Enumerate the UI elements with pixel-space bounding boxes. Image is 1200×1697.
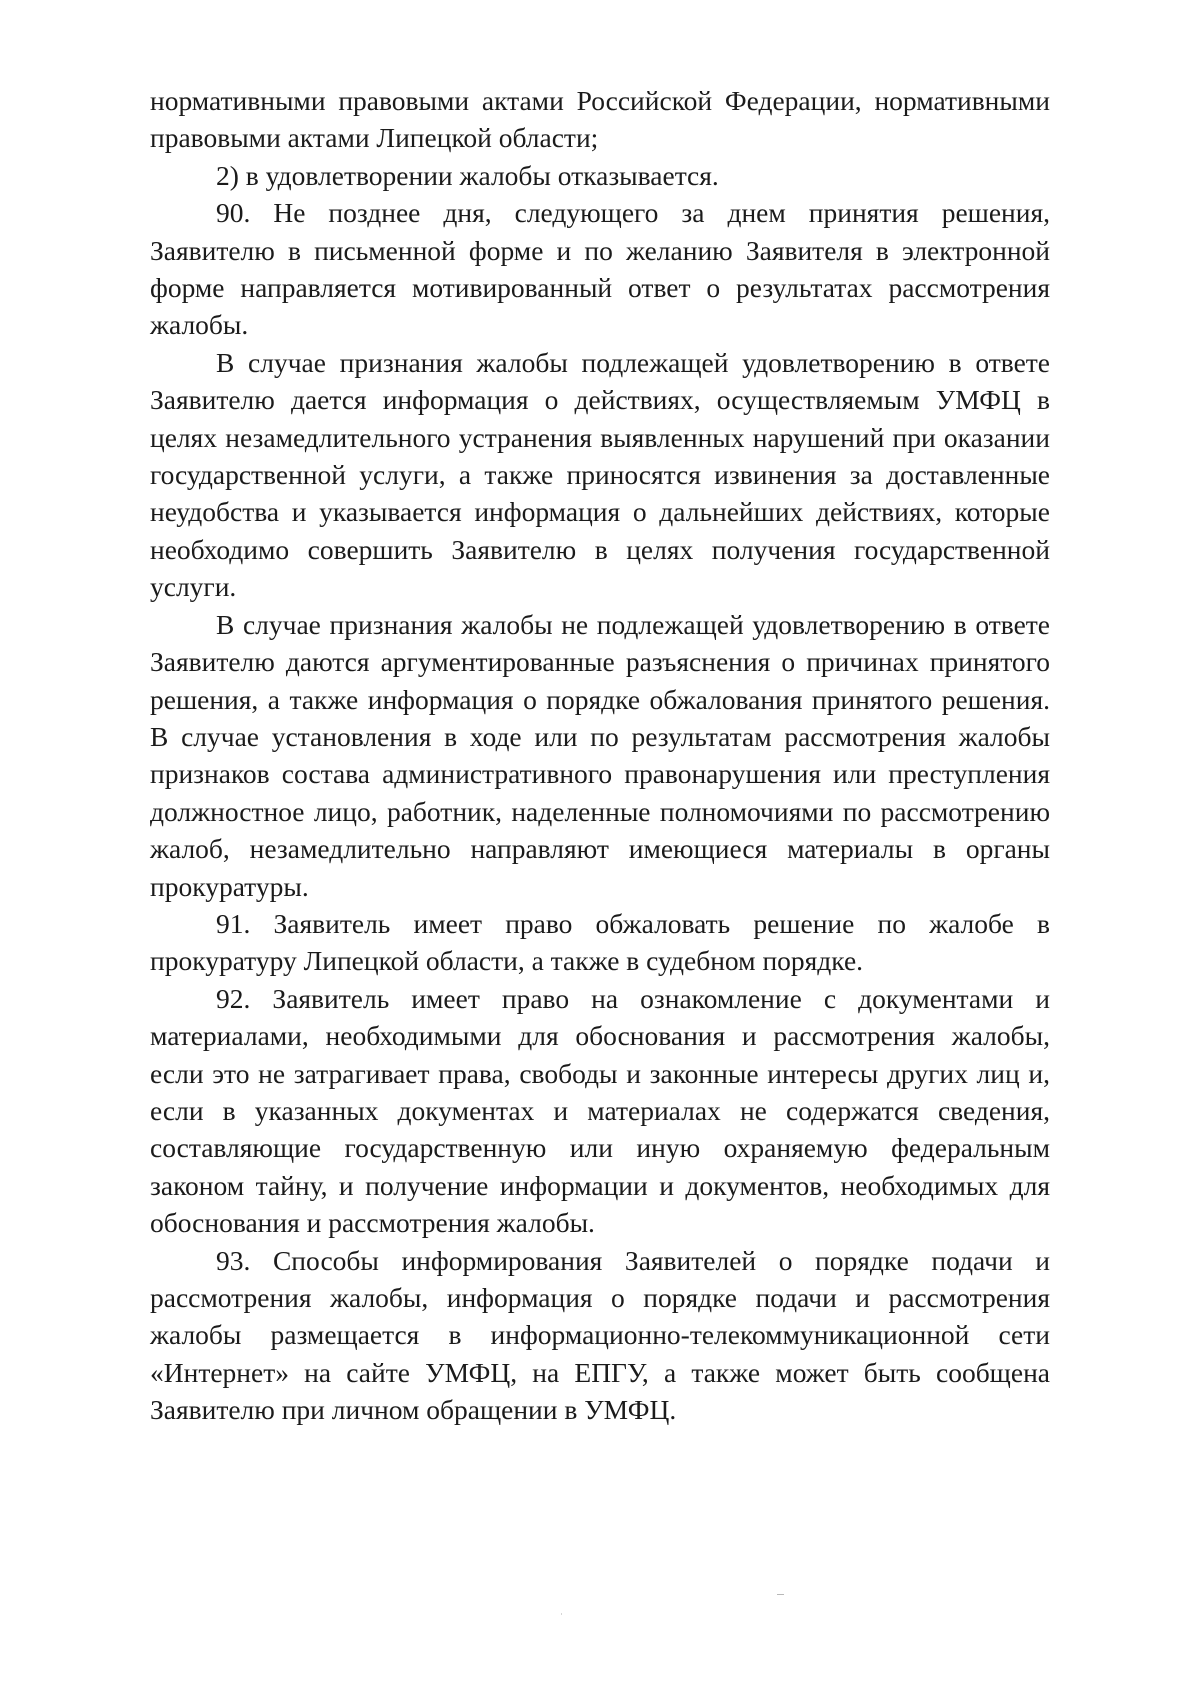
paragraph-complaint-satisfied: В случае признания жалобы подлежащей удовлетворению в ответе Заявителю дается информация о действиях, осуществляемым УМФЦ в целях незамедлительного устранения выявленных нарушений при оказании государственной услуги, а также приносятся извинения за доставленные неудобства и указывается информация о дальнейших действиях, которые необходимо совершить Заявителю в целях получения государственной услуги. [150,346,1050,603]
paragraph-91: 91. Заявитель имеет право обжаловать решение по жалобе в прокуратуру Липецкой области, а также в судебном порядке. [150,907,1050,977]
paragraph-continuation: нормативными правовыми актами Российской Федерации, нормативными правовыми актами Липецкой области; [150,85,1050,154]
paragraph-92: 92. Заявитель имеет право на ознакомление с документами и материалами, необходимыми для обоснования и рассмотрения жалобы, если это не затрагивает права, свободы и законные интересы других лиц и, если в указанных документах и материалах не содержатся сведения, составляющие государственную или иную охраняемую федеральным законом тайну, и получение информации и документов, необходимых для обоснования и рассмотрения жалобы. [150,982,1050,1239]
scan-artifact [777,1594,784,1595]
paragraph-item-2-refusal: 2) в удовлетворении жалобы отказывается. [216,159,719,191]
document-body [150,82,1050,1429]
paragraph-90: 90. Не позднее дня, следующего за днем принятия решения, Заявителю в письменной форме и по желанию Заявителя в электронной форме направляется мотивированный ответ о результатах рассмотрения жалобы. [150,197,1050,341]
scan-artifact [561,1613,562,1615]
paragraph-complaint-rejected: В случае признания жалобы не подлежащей удовлетворению в ответе Заявителю даются аргументированные разъяснения о причинах принятого решения, а также информация о порядке обжалования принятого решения. В случае установления в ходе или по результатам рассмотрения жалобы признаков состава административного правонарушения или преступления должностное лицо, работник, наделенные полномочиями по рассмотрению жалоб, незамедлительно направляют имеющиеся материалы в органы прокуратуры. [150,608,1050,902]
paragraph-93: 93. Способы информирования Заявителей о порядке подачи и рассмотрения жалобы, информация о порядке подачи и рассмотрения жалобы размещается в информационно-телекоммуникационной сети «Интернет» на сайте УМФЦ, на ЕПГУ, а также может быть сообщена Заявителю при личном обращении в УМФЦ. [150,1244,1050,1426]
